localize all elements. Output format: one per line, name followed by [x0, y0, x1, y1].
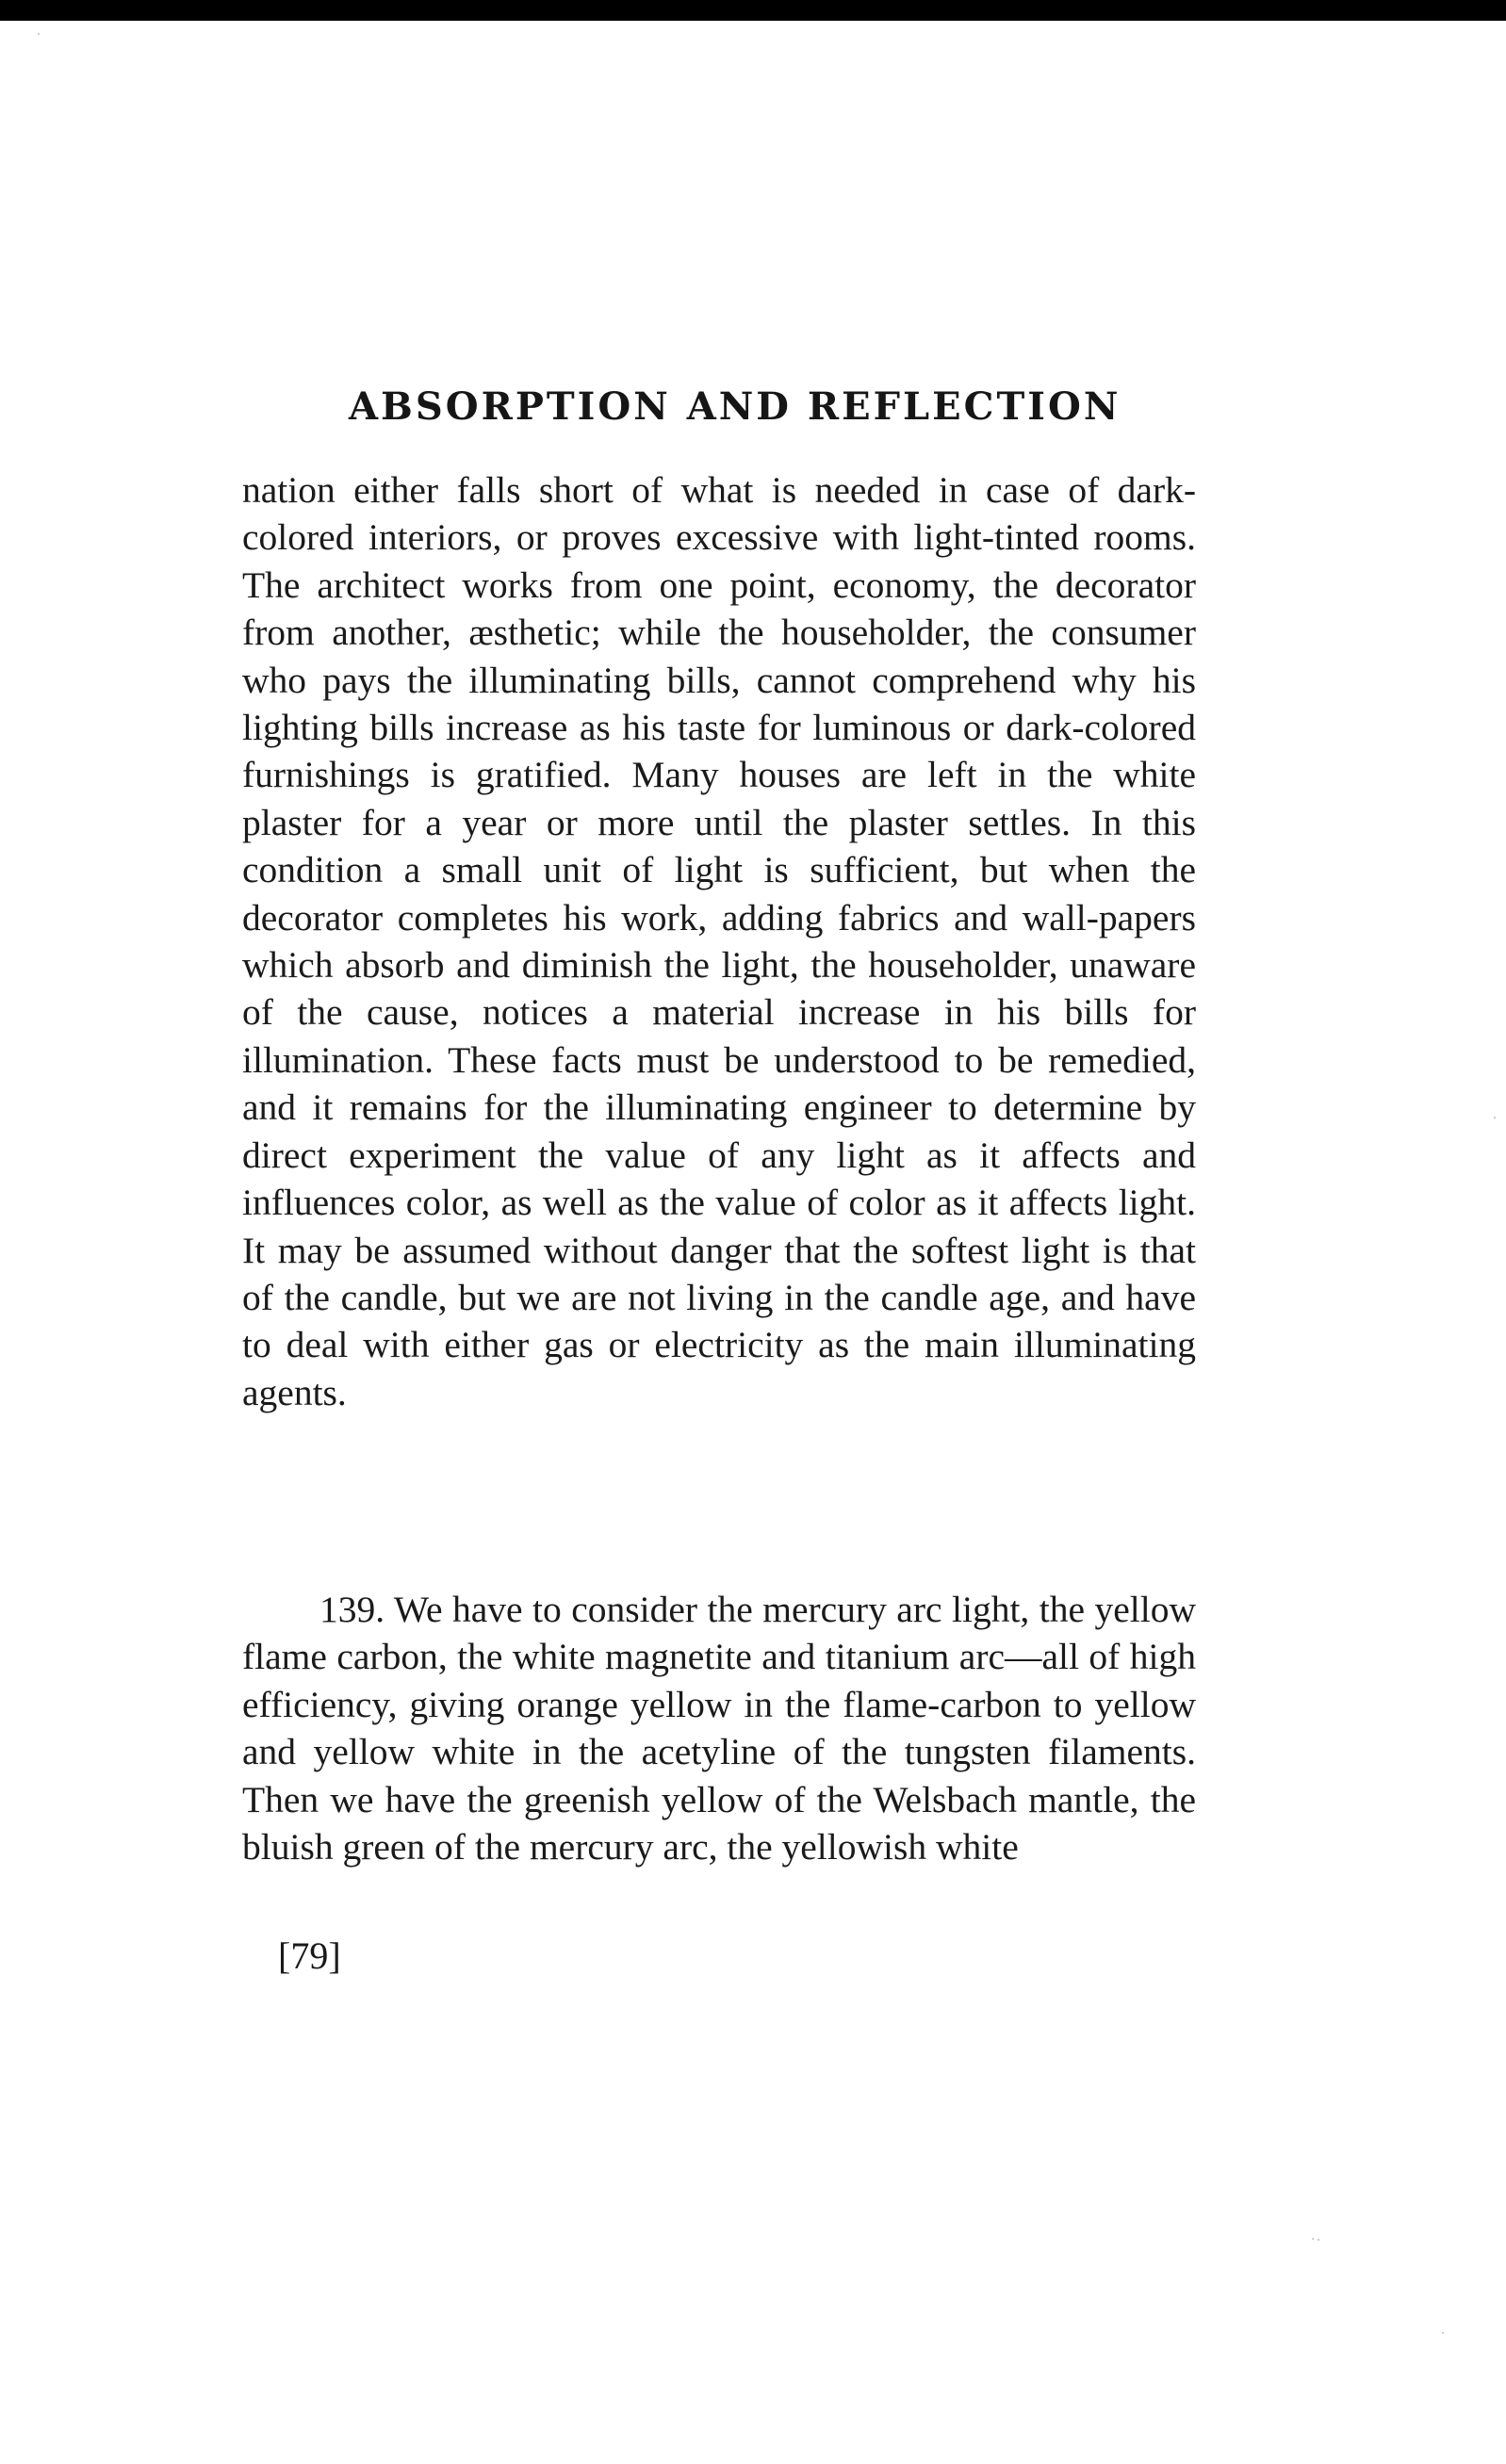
paragraph-1: nation either falls short of what is needed in case of dark-colored interiors, or proves excessive with light-tinted rooms. The architect works from one point, economy, the decorator from another, æsthetic; while the householder, the consumer who pays the illuminating bills, cannot comprehend why his lighting bills increase as his taste for luminous or dark-colored furnishings is gratified. Many houses are left in the white plaster for a year or more until the plaster settles. In this condition a small unit of light is sufficient, but when the decorator completes his work, adding fabrics and wall-papers which absorb and diminish the light, the householder, unaware of the cause, notices a material increase in his bills for illumination. These facts must be understood to be remedied, and it remains for the illuminating engineer to determine by direct experiment the value of any light as it affects and influences color, as well as the value of color as it affects light. It may be assumed without danger that the softest light is that of the candle, but we are not living in the candle age, and have to deal with either gas or electricity as the main illuminating agents.: [242, 469, 1196, 1413]
page-number: [79]: [278, 1934, 341, 1977]
scan-top-edge: [0, 0, 1506, 21]
scan-speck: [1318, 2239, 1319, 2241]
scan-speck: [1494, 1117, 1496, 1118]
paragraph-2: 139. We have to consider the mercury arc light, the yellow flame carbon, the white magnetite and titanium arc—all of high efficiency, giving orange yellow in the flame-carbon to yellow and yellow white in the acetyline of the tungsten filaments. Then we have the greenish yellow of the Welsbach mantle, the bluish green of the mercury arc, the yellowish white: [242, 1589, 1196, 1868]
scan-speck: [1442, 2332, 1444, 2334]
scan-speck: [38, 33, 40, 35]
running-head: ABSORPTION AND REFLECTION: [349, 384, 1121, 429]
scan-speck: [1312, 2238, 1314, 2240]
